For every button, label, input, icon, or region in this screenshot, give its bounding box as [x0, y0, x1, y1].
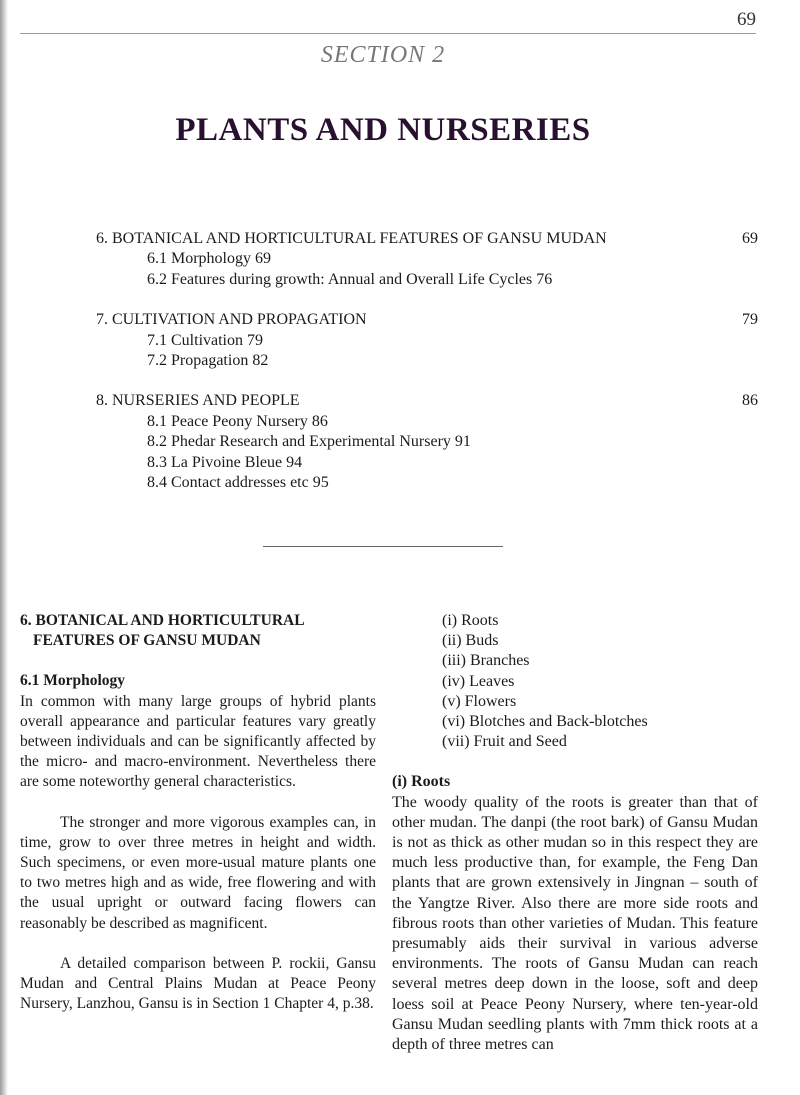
- toc-chapter-page: 79: [742, 311, 758, 329]
- toc-item[interactable]: 8.3 La Pivoine Bleue 94: [147, 453, 303, 471]
- body-paragraph: In common with many large groups of hybrid plants overall appearance and particular features vary greatly between individuals and can be significantly affected by the micro- and macro-environment. Nevertheless there are some noteworthy general characteristics.: [20, 692, 376, 791]
- list-item: (i) Roots: [442, 612, 499, 629]
- table-of-contents: [96, 229, 758, 513]
- toc-chapter-page: 86: [742, 392, 758, 410]
- page-number: 69: [737, 9, 756, 30]
- body-paragraph: A detailed comparison between P. rockii, Gansu Mudan and Central Plains Mudan at Peace Peony Nursery, Lanzhou, Gansu is in Section 1 Chapter 4, p.38.: [20, 954, 376, 1013]
- list-item: (ii) Buds: [442, 632, 499, 650]
- body-paragraph: The woody quality of the roots is greater than that of other mudan. The danpi (the root bark) of Gansu Mudan is not as thick as other mudan so in this respect they are much less productive than, for example, the Feng Dan plants that are grown extensively in Jingnan – south of the Yangtze River. Also there are more side roots and fibrous roots than other varieties of Mudan. This feature presumably aids their survival in various adverse environments. The roots of Gansu Mudan can reach several metres deep down in the loose, soft and deep loess soil at Peace Peony Nursery, where ten-year-old Gansu Mudan seedling plants with 7mm thick roots at a depth of three metres can: [392, 793, 758, 1054]
- body-paragraph: The stronger and more vigorous examples can, in time, grow to over three metres in height and width. Such specimens, or even more-usual mature plants one to two metres high and as wide, free flowering and with the usual upright or outward facing flowers can reasonably be described as magnificent.: [20, 813, 376, 932]
- list-item: (iv) Leaves: [442, 672, 515, 690]
- toc-item[interactable]: 8.2 Phedar Research and Experimental Nursery 91: [147, 433, 471, 451]
- toc-chapter-heading[interactable]: 7. CULTIVATION AND PROPAGATION: [96, 311, 367, 329]
- toc-chapter-7: [96, 310, 758, 371]
- feature-list: [392, 611, 758, 752]
- toc-item[interactable]: 6.1 Morphology 69: [147, 250, 271, 268]
- list-item: (v) Flowers: [442, 692, 517, 710]
- page-edge-shadow: [0, 0, 8, 1095]
- list-item: (vii) Fruit and Seed: [442, 733, 567, 751]
- toc-chapter-6: [96, 229, 758, 290]
- list-item: (iii) Branches: [442, 652, 530, 670]
- left-column: [20, 611, 376, 1014]
- roots-heading: (i) Roots: [392, 773, 451, 791]
- subsection-heading: 6.1 Morphology: [20, 672, 126, 690]
- page-title: PLANTS AND NURSERIES: [175, 112, 591, 148]
- list-item: (vi) Blotches and Back-blotches: [442, 713, 648, 731]
- toc-item[interactable]: 8.4 Contact addresses etc 95: [147, 474, 329, 492]
- section-divider: [263, 546, 503, 547]
- header-rule: [20, 33, 756, 34]
- toc-chapter-heading[interactable]: 6. BOTANICAL AND HORTICULTURAL FEATURES OF GANSU MUDAN: [96, 230, 607, 247]
- toc-item[interactable]: 6.2 Features during growth: Annual and Overall Life Cycles 76: [147, 270, 553, 288]
- toc-item[interactable]: 7.2 Propagation 82: [147, 352, 269, 370]
- toc-chapter-8: [96, 391, 758, 493]
- section-label: SECTION 2: [320, 42, 446, 68]
- toc-chapter-heading[interactable]: 8. NURSERIES AND PEOPLE: [96, 392, 300, 410]
- toc-item[interactable]: 8.1 Peace Peony Nursery 86: [147, 412, 328, 430]
- toc-chapter-page: 69: [742, 230, 758, 247]
- toc-item[interactable]: 7.1 Cultivation 79: [147, 331, 263, 349]
- chapter-heading-line-1: 6. BOTANICAL AND HORTICULTURAL: [20, 612, 305, 629]
- right-column: [392, 611, 758, 1055]
- chapter-heading-line-2: FEATURES OF GANSU MUDAN: [33, 632, 261, 650]
